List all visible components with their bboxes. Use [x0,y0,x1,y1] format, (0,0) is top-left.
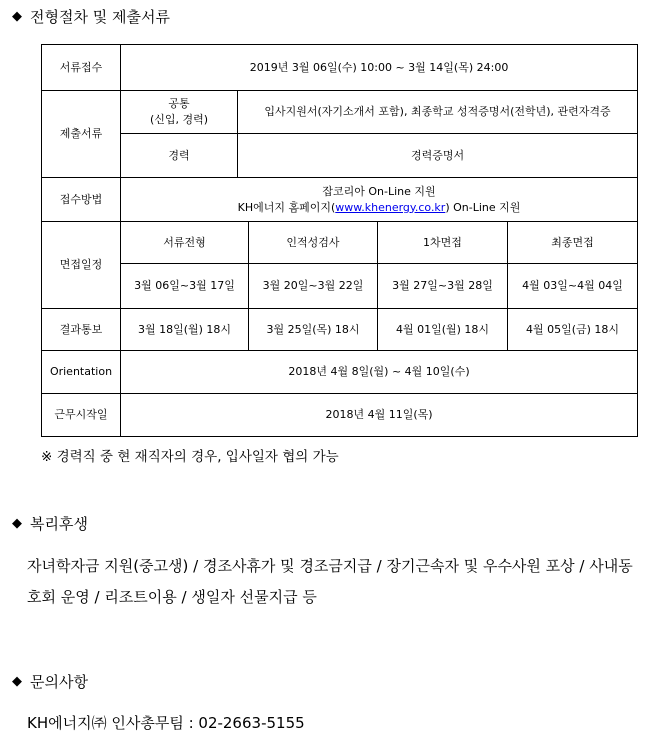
documents-common-label: 공통 (신입, 경력) [121,91,238,134]
interview-date: 4월 03일~4월 04일 [508,264,638,309]
results-date: 4월 05일(금) 18시 [508,309,638,351]
results-date: 3월 18일(월) 18시 [121,309,249,351]
table-row [42,394,638,437]
welfare-section-title [12,513,88,534]
contact-title-text: 문의사항 [30,673,88,691]
application-period-value: 2019년 3월 06일(수) 10:00 ~ 3월 14일(목) 24:00 [121,45,638,91]
welfare-title-text: 복리후생 [30,515,88,533]
interview-label: 면접일정 [42,222,121,309]
table-row [42,45,638,91]
process-title-text: 전형절차 및 제출서류 [30,8,170,26]
documents-common-value: 입사지원서(자기소개서 포함), 최종학교 성적증명서(전학년), 관련자격증 [238,91,638,134]
interview-date: 3월 27일~3월 28일 [378,264,508,309]
results-date: 3월 25일(목) 18시 [249,309,378,351]
welfare-text: 자녀학자금 지원(중고생) / 경조사휴가 및 경조금지급 / 장기근속자 및 우수사원 포상 / 사내동호회 운영 / 리조트이용 / 생일자 선물지급 등 [27,557,633,606]
results-date: 4월 01일(월) 18시 [378,309,508,351]
diamond-bullet-icon: ◆ [12,9,22,24]
start-date-value: 2018년 4월 11일(목) [121,394,638,437]
documents-experienced-value: 경력증명서 [238,134,638,178]
method-line2 [123,200,635,216]
application-period-label: 서류접수 [42,45,121,91]
documents-experienced-label: 경력 [121,134,238,178]
table-row [42,222,638,264]
interview-stage: 서류전형 [121,222,249,264]
orientation-value: 2018년 4월 8일(월) ~ 4월 10일(수) [121,351,638,394]
contact-text: KH에너지㈜ 인사총무팀 : 02-2663-5155 [27,714,305,732]
diamond-bullet-icon: ◆ [12,674,22,689]
interview-date: 3월 20일~3월 22일 [249,264,378,309]
contact-section-title [12,671,88,692]
schedule-table [41,44,638,437]
homepage-link[interactable]: www.khenergy.co.kr [335,200,446,214]
results-label: 결과통보 [42,309,121,351]
table-row [42,178,638,222]
interview-stage: 최종면접 [508,222,638,264]
table-row [42,134,638,178]
interview-date: 3월 06일~3월 17일 [121,264,249,309]
start-date-label: 근무시작일 [42,394,121,437]
interview-stage: 인적성검사 [249,222,378,264]
method-value [121,178,638,222]
experienced-note: ※ 경력직 중 현 재직자의 경우, 입사일자 협의 가능 [41,449,339,465]
interview-stage: 1차면접 [378,222,508,264]
method-line2-suffix: ) On-Line 지원 [445,200,521,214]
table-row [42,309,638,351]
method-label: 접수방법 [42,178,121,222]
diamond-bullet-icon: ◆ [12,516,22,531]
documents-label: 제출서류 [42,91,121,178]
table-row [42,351,638,394]
table-row [42,264,638,309]
method-line1: 잡코리아 On-Line 지원 [322,184,436,198]
table-row [42,91,638,134]
method-line2-prefix: KH에너지 홈페이지( [237,200,336,214]
process-section-title [12,6,170,27]
orientation-label: Orientation [42,351,121,394]
